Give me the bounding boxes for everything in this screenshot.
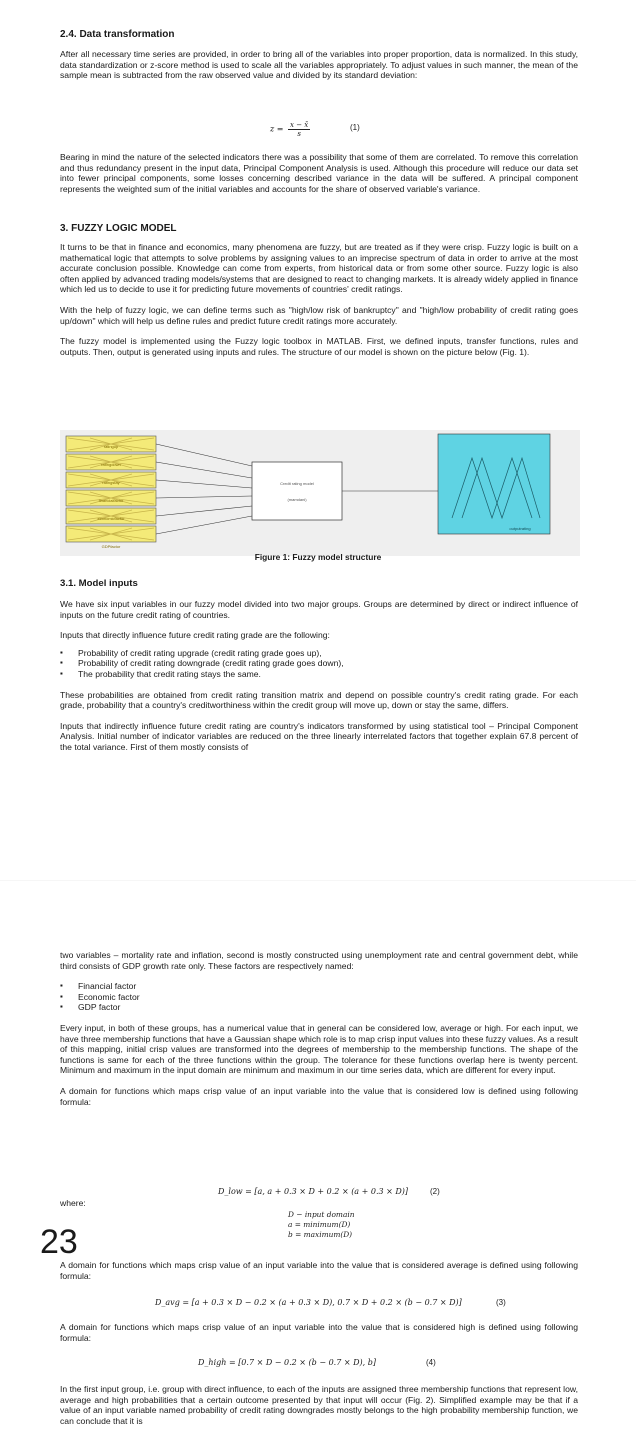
paragraph: A domain for functions which maps crisp value of an input variable into the value that is considered low is defined using following formula:	[60, 1085, 578, 1107]
input-block-1	[66, 436, 156, 452]
definition-b: b = maximum(D)	[288, 1230, 353, 1239]
equation-1-number: (1)	[350, 123, 360, 132]
input-label: economicfactor	[97, 516, 125, 521]
system-title: Credit rating model	[280, 481, 314, 486]
direct-inputs-list	[60, 648, 578, 680]
list-item: ▪ Probability of credit rating upgrade (credit rating grade goes up),	[60, 648, 578, 659]
equation-4: D_high = [0.7 × D − 0.2 × (b − 0.7 × D), b]	[198, 1358, 376, 1367]
definition-domain: D − input domain	[288, 1210, 355, 1219]
list-item: ▪ The probability that credit rating stays the same.	[60, 669, 578, 680]
equation-3: D_avg = [a + 0.3 × D − 0.2 × (a + 0.3 × D), 0.7 × D + 0.2 × (b − 0.7 × D)]	[155, 1298, 462, 1307]
equation-4-number: (4)	[426, 1358, 436, 1367]
paragraph: The fuzzy model is implemented using the Fuzzy logic toolbox in MATLAB. First, we defined inputs, transfer functions, rules and outputs. Then, output is generated using inputs and rules. The structure of our model is shown on the picture below (Fig. 1).	[60, 336, 578, 357]
section-3-1-final	[60, 1384, 578, 1426]
input-label: ratingup	[103, 444, 119, 449]
page-number: 23	[40, 1223, 78, 1261]
input-label: financialfactor	[98, 498, 124, 503]
output-label: outputrating	[509, 526, 531, 531]
input-label: ratingstay	[102, 480, 120, 485]
figure-caption: Figure 1: Fuzzy model structure	[254, 552, 382, 562]
paragraph: After all necessary time series are provided, in order to bring all of the variables into proper proportion, data is normalized. In this study, data standardization or z-score method is used to scale all the variables appropriately. To adjust values in such manner, the mean of the sample mean is subtracted from the raw observed value and divided by its standard deviation:	[60, 49, 578, 81]
equation-3-number: (3)	[496, 1298, 506, 1307]
equation-2: D_low = [a, a + 0.3 × D + 0.2 × (a + 0.3 × D)]	[218, 1187, 409, 1196]
eq1-numerator: x − x̄	[290, 121, 309, 129]
indirect-inputs-list	[60, 981, 578, 1013]
fuzzy-model-figure	[60, 430, 580, 556]
input-block-5	[66, 508, 156, 524]
section-3-1-formula-avg	[60, 1260, 578, 1281]
inference-system-block	[252, 462, 342, 520]
paragraph: In the first input group, i.e. group with direct influence, to each of the inputs are assigned three membership functions that represent low, average and high probabilities that a certain outcome presented by that input will occur (Fig. 2). Simplified example may be that if a value of an input variable named probability of credit rating downgrades mostly belongs to the high probability membership function, we can conclude that it is	[60, 1384, 578, 1426]
input-block-2	[66, 454, 156, 470]
paragraph: Every input, in both of these groups, has a numerical value that in general can be considered low, average or high. For each input, we have three membership functions that have a Gaussian shape which role is to map crisp input values into these fuzzy values. As a result of this mapping, initial crisp values are transformed into the degrees of membership to the membership functions. The shape of the functions is same for each of the three functions within the group. The tolerance for these functions overlap here is twenty percent. Minimum and maximum in the input domain are minimum and maximum in our time series data, which are different for every input.	[60, 1022, 578, 1076]
paragraph: We have six input variables in our fuzzy model divided into two major groups. Groups are determined by direct or indirect influence of inputs on the future credit rating of countries.	[60, 599, 578, 620]
paragraph: A domain for functions which maps crisp value of an input variable into the value that is considered high is defined using following formula:	[60, 1322, 578, 1343]
equation-1	[270, 121, 310, 138]
list-item: ▪ Economic factor	[60, 992, 578, 1003]
section-3-1-formula-high	[60, 1322, 578, 1343]
output-block	[438, 434, 550, 534]
eq1-lhs: z =	[270, 124, 284, 134]
where-label-block	[60, 1198, 578, 1209]
list-item: ▪ GDP factor	[60, 1002, 578, 1013]
paragraph: two variables – mortality rate and inflation, second is mostly constructed using unemployment rate and central government debt, while third consists of GDP growth rate only. These factors are respectively named:	[60, 950, 578, 971]
eq1-denominator: s	[297, 130, 301, 138]
system-type: (mamdani)	[287, 497, 307, 502]
page-gap	[0, 880, 636, 881]
list-item: ▪ Financial factor	[60, 981, 578, 992]
paragraph: It turns to be that in finance and economics, many phenomena are fuzzy, but are treated as if they were crisp. Fuzzy logic is built on a mathematical logic that attempts to solve problems by assigning values to an imprecise spectrum of data in order to arrive at the most accurate conclusion possible. Knowledge can come from experts, from historical data or from some other source. Fuzzy logic is also often applied by advanced trading models/systems that are designed to react to changing markets. It is already widely applied in finance which led us to decide to use it for predicting future movements of countries' credit ratings.	[60, 242, 578, 295]
paragraph: Inputs that indirectly influence future credit rating are country's indicators transformed by using statistical tool – Principal Component Analysis. Initial number of indicator variables are reduced on the three linearly interrelated factors that together explain 67.8 percent of the total variance. First of them mostly consists of	[60, 720, 578, 752]
section-heading: 2.4. Data transformation	[60, 29, 175, 40]
fuzzy-model-diagram	[60, 430, 580, 556]
list-item: ▪ Probability of credit rating downgrade (credit rating grade goes down),	[60, 658, 578, 669]
paragraph: A domain for functions which maps crisp value of an input variable into the value that is considered average is defined using following formula:	[60, 1260, 578, 1281]
section-heading: 3. FUZZY LOGIC MODEL	[60, 223, 177, 234]
section-3-1-cont	[60, 950, 578, 1107]
paragraph: Inputs that directly influence future credit rating grade are the following:	[60, 630, 330, 641]
equation-2-number: (2)	[430, 1187, 440, 1196]
section-3-1	[60, 578, 578, 753]
section-2-4-cont	[60, 152, 578, 194]
definition-a: a = minimum(D)	[288, 1220, 351, 1229]
where-label: where:	[60, 1198, 86, 1208]
paragraph: With the help of fuzzy logic, we can define terms such as "high/low risk of bankruptcy" and "high/low probability of credit rating goes up/down" which will help us define rules and predict future credit ratings more accurately.	[60, 304, 578, 326]
input-label: ratingdown	[101, 462, 121, 467]
input-label: GDPfactor	[101, 544, 121, 549]
input-block-4	[66, 490, 156, 506]
input-block-3	[66, 472, 156, 488]
where-definitions	[288, 1210, 354, 1240]
paragraph: These probabilities are obtained from credit rating transition matrix and depend on possible country's credit rating grade. For each grade, probability that a country's creditworthiness within the credit group will move up, down or stay the same, differs.	[60, 689, 578, 711]
section-2-4	[60, 29, 578, 81]
section-3	[60, 223, 578, 357]
paragraph: Bearing in mind the nature of the selected indicators there was a possibility that some of them are correlated. To remove this correlation and thus redundancy present in the input data, Principal Component Analysis is used. Although this procedure will reduce our data set into fewer principal components, some losses concerning described variance in the data will be suffered. A principal component represents the weighted sum of the initial variables and accounts for the share of observed variable's variance.	[60, 152, 578, 194]
section-heading: 3.1. Model inputs	[60, 578, 138, 589]
